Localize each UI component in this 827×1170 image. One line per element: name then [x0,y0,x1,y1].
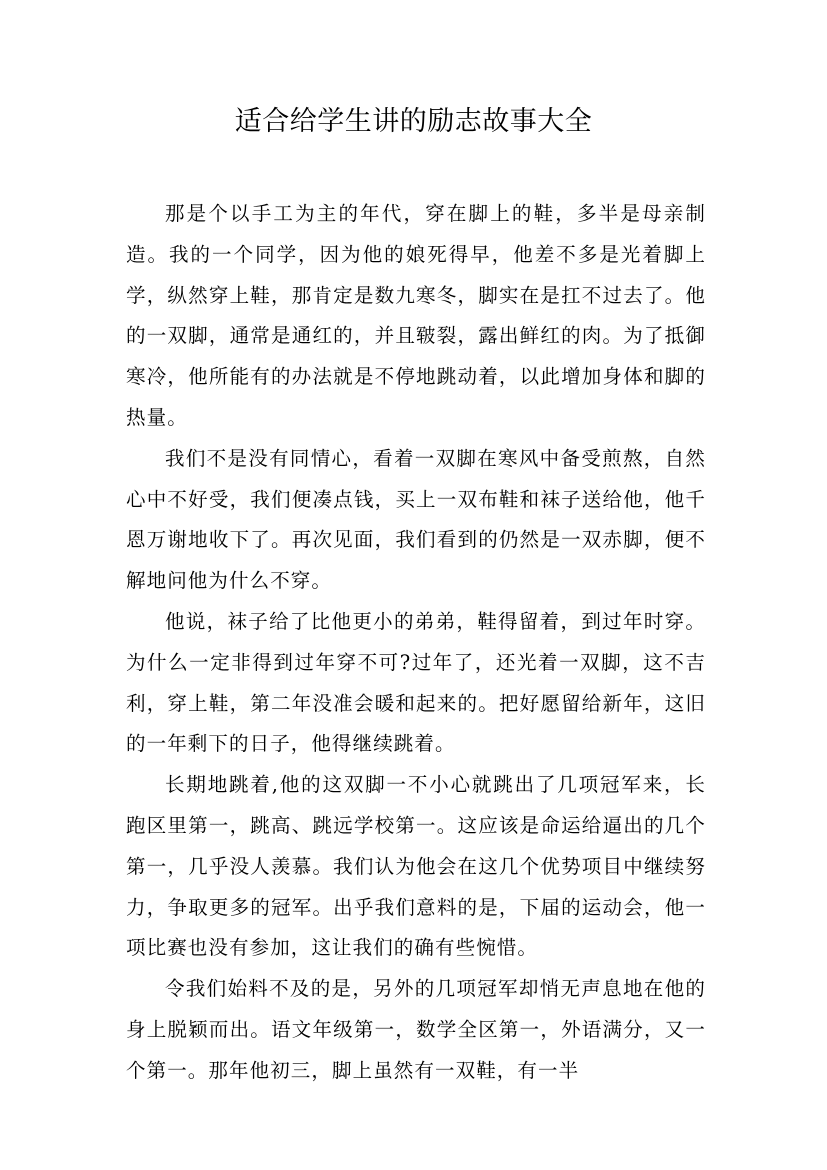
document-body [126,194,706,1092]
document-title: 适合给学生讲的励志故事大全 [234,106,593,137]
paragraph-4: 长期地跳着,他的这双脚一不小心就跳出了几项冠军来，长跑区里第一，跳高、跳远学校第一。这应该是命运给逼出的几个第一，几乎没人羡慕。我们认为他会在这几个优势项目中继续努力，争取更多的冠军。出乎我们意料的是，下届的运动会，他一项比赛也没有参加，这让我们的确有些惋惜。 [126,773,706,960]
paragraph-3: 他说，袜子给了比他更小的弟弟，鞋得留着，到过年时穿。为什么一定非得到过年穿不可?过年了，还光着一双脚，这不吉利，穿上鞋，第二年没准会暖和起来的。把好愿留给新年，这旧的一年剩下的日子，他得继续跳着。 [126,609,706,756]
paragraph-1: 那是个以手工为主的年代，穿在脚上的鞋，多半是母亲制造。我的一个同学，因为他的娘死得早，他差不多是光着脚上学，纵然穿上鞋，那肯定是数九寒冬，脚实在是扛不过去了。他的一双脚，通常是通红的，并且皲裂，露出鲜红的肉。为了抵御寒冷，他所能有的办法就是不停地跳动着，以此增加身体和脚的热量。 [126,202,706,429]
paragraph-5: 令我们始料不及的是，另外的几项冠军却悄无声息地在他的身上脱颖而出。语文年级第一，数学全区第一，外语满分，又一个第一。那年他初三，脚上虽然有一双鞋，有一半 [126,977,706,1082]
paragraph-2: 我们不是没有同情心，看着一双脚在寒风中备受煎熬，自然心中不好受，我们便凑点钱，买上一双布鞋和袜子送给他，他千恩万谢地收下了。再次见面，我们看到的仍然是一双赤脚，便不解地问他为什么不穿。 [126,446,706,593]
